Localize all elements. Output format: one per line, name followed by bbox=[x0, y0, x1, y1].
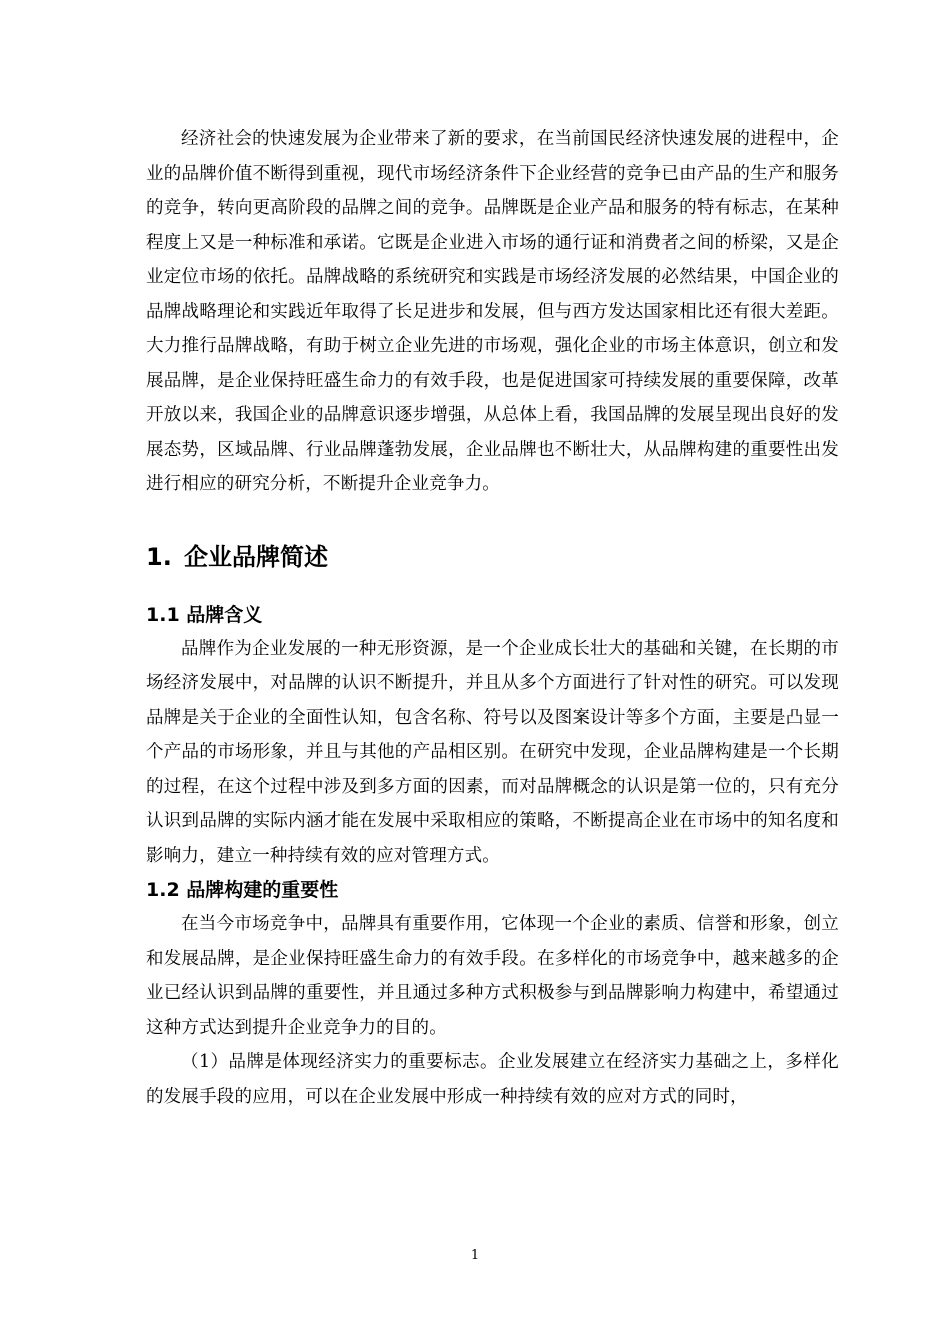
section-1-1-heading: 1.1 品牌含义 bbox=[146, 603, 263, 626]
section-1-heading bbox=[146, 540, 839, 574]
section-1-2-paragraph-1: 在当今市场竞争中，品牌具有重要作用，它体现一个企业的素质、信誉和形象，创立和发展品牌，是企业保持旺盛生命力的有效手段。在多样化的市场竞争中，越来越多的企业已经认识到品牌的重要性，并且通过多种方式积极参与到品牌影响力构建中，希望通过这种方式达到提升企业竞争力的目的。 bbox=[146, 914, 839, 1038]
section-1-2-paragraph-2: （1）品牌是体现经济实力的重要标志。企业发展建立在经济实力基础之上，多样化的发展手段的应用，可以在企业发展中形成一种持续有效的应对方式的同时， bbox=[146, 1052, 839, 1107]
intro-paragraph: 经济社会的快速发展为企业带来了新的要求，在当前国民经济快速发展的进程中，企业的品牌价值不断得到重视，现代市场经济条件下企业经营的竞争已由产品的生产和服务的竞争，转向更高阶段的品牌之间的竞争。品牌既是企业产品和服务的特有标志，在某种程度上又是一种标准和承诺。它既是企业进入市场的通行证和消费者之间的桥梁，又是企业定位市场的依托。品牌战略的系统研究和实践是市场经济发展的必然结果，中国企业的品牌战略理论和实践近年取得了长足进步和发展，但与西方发达国家相比还有很大差距。大力推行品牌战略，有助于树立企业先进的市场观，强化企业的市场主体意识，创立和发展品牌，是企业保持旺盛生命力的有效手段，也是促进国家可持续发展的重要保障，改革开放以来，我国企业的品牌意识逐步增强，从总体上看，我国品牌的发展呈现出良好的发展态势，区域品牌、行业品牌蓬勃发展，企业品牌也不断壮大，从品牌构建的重要性出发进行相应的研究分析，不断提升企业竞争力。 bbox=[146, 129, 839, 494]
page-number: 1 bbox=[470, 1248, 480, 1263]
section-1-number: 1. bbox=[146, 542, 172, 571]
section-1-title: 企业品牌简述 bbox=[184, 542, 328, 571]
document-body bbox=[146, 122, 839, 1114]
section-1-2-heading: 1.2 品牌构建的重要性 bbox=[146, 879, 339, 901]
section-1-1-paragraph: 品牌作为企业发展的一种无形资源，是一个企业成长壮大的基础和关键，在长期的市场经济发展中，对品牌的认识不断提升，并且从多个方面进行了针对性的研究。可以发现品牌是关于企业的全面性认知，包含名称、符号以及图案设计等多个方面，主要是凸显一个产品的市场形象，并且与其他的产品相区别。在研究中发现，企业品牌构建是一个长期的过程，在这个过程中涉及到多方面的因素，而对品牌概念的认识是第一位的，只有充分认识到品牌的实际内涵才能在发展中采取相应的策略，不断提高企业在市场中的知名度和影响力，建立一种持续有效的应对管理方式。 bbox=[146, 638, 839, 866]
